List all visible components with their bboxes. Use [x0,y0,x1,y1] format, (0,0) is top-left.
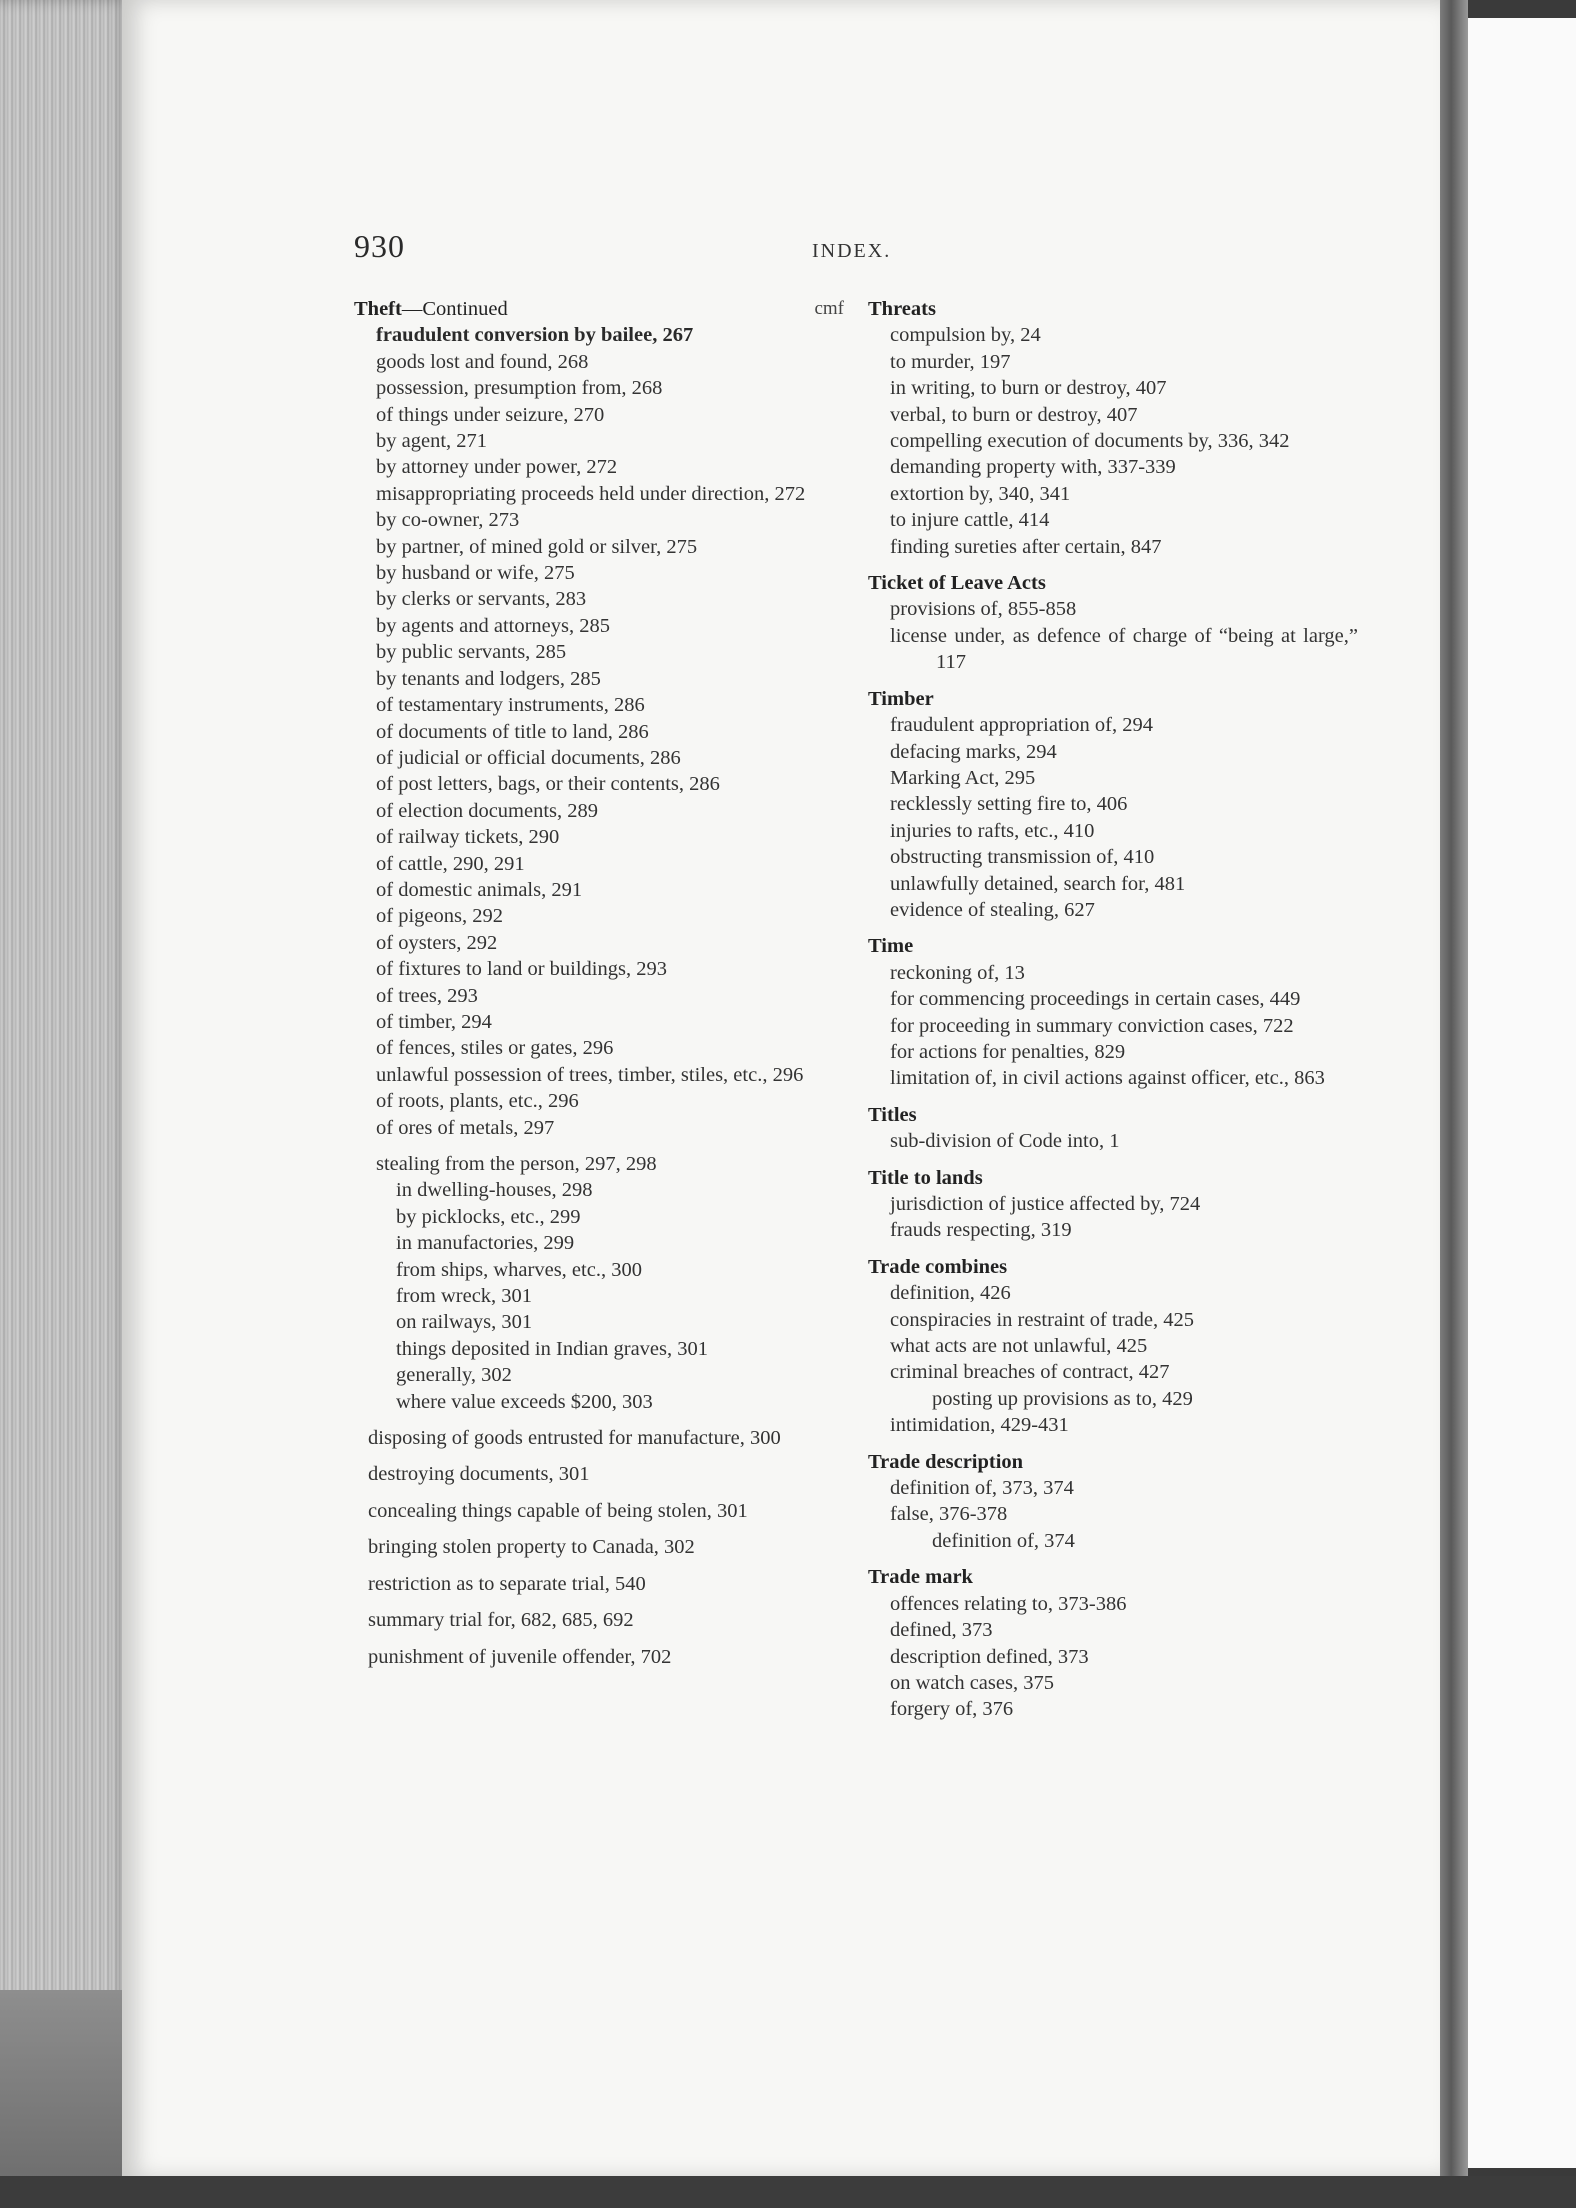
index-entry: by public servants, 285 [376,641,567,664]
index-entry: by agent, 271 [376,430,488,453]
index-entry: by picklocks, etc., 299 [396,1205,581,1228]
index-entry: generally, 302 [396,1364,512,1387]
index-entry: license under, as defence of charge of “being at large,” 117 [890,624,1358,674]
index-column-left [354,296,844,1670]
index-entry: where value exceeds $200, 303 [396,1390,653,1413]
index-entry: posting up provisions as to, 429 [932,1387,1193,1410]
index-entry: provisions of, 855-858 [890,598,1077,621]
index-entry: stealing from the person, 297, 298 [376,1153,657,1175]
index-heading: Title to lands [868,1166,983,1189]
index-entry: by partner, of mined gold or silver, 275 [376,535,698,558]
index-entry: of timber, 294 [376,1010,492,1033]
index-entry: offences relating to, 373-386 [890,1592,1127,1615]
index-entry: fraudulent appropriation of, 294 [890,714,1154,737]
index-heading: Time [868,935,914,958]
index-entry: extortion by, 340, 341 [890,482,1071,505]
index-entry: for proceeding in summary conviction cases, 722 [890,1014,1294,1037]
marginal-note: cmf [814,298,844,319]
index-entry: conspiracies in restraint of trade, 425 [890,1308,1194,1331]
index-entry: bringing stolen property to Canada, 302 [368,1536,695,1559]
index-entry: frauds respecting, 319 [890,1219,1072,1242]
index-entry: reckoning of, 13 [890,961,1025,984]
scanner-bed [0,2176,1576,2208]
index-entry: of domestic animals, 291 [376,878,583,901]
index-entry: compelling execution of documents by, 336, 342 [890,430,1290,453]
index-heading: Titles [868,1103,917,1126]
index-entry: by husband or wife, 275 [376,562,575,585]
index-entry: defined, 373 [890,1619,993,1642]
index-entry: punishment of juvenile offender, 702 [368,1645,672,1668]
index-entry: criminal breaches of contract, 427 [890,1361,1170,1384]
index-entry: of post letters, bags, or their contents, 286 [376,773,720,796]
index-entry: misappropriating proceeds held under direction, 272 [376,482,806,505]
index-entry: of railway tickets, 290 [376,826,560,849]
index-entry: defacing marks, 294 [890,740,1057,763]
index-entry: goods lost and found, 268 [376,350,589,373]
index-entry: fraudulent conversion by bailee, 267 [376,324,694,347]
index-entry: jurisdiction of justice affected by, 724 [890,1193,1201,1215]
index-entry: of judicial or official documents, 286 [376,746,681,769]
index-entry: of roots, plants, etc., 296 [376,1090,579,1113]
running-head: INDEX. [812,240,892,262]
index-entry: to murder, 197 [890,350,1011,373]
index-entry: obstructing transmission of, 410 [890,846,1155,869]
index-entry: limitation of, in civil actions against officer, etc., 863 [890,1067,1325,1090]
index-entry: false, 376-378 [890,1503,1008,1526]
index-entry: definition of, 374 [932,1529,1075,1552]
index-heading [354,296,844,322]
index-entry: injuries to rafts, etc., 410 [890,819,1095,842]
index-entry: summary trial for, 682, 685, 692 [368,1609,634,1632]
index-entry: of trees, 293 [376,984,478,1007]
index-entry: of things under seizure, 270 [376,403,605,426]
index-entry: by tenants and lodgers, 285 [376,667,601,690]
index-entry: unlawful possession of trees, timber, stiles, etc., 296 [376,1063,804,1086]
book-page-edges [0,0,130,2208]
facing-page-edge [1468,18,1576,2168]
index-column-right [868,296,1358,1723]
index-entry: of election documents, 289 [376,799,599,822]
index-entry: finding sureties after certain, 847 [890,535,1162,558]
index-entry: disposing of goods entrusted for manufacture, 300 [368,1427,781,1450]
index-heading: Trade mark [868,1566,973,1589]
index-entry: by agents and attorneys, 285 [376,614,610,637]
index-entry: in dwelling-houses, 298 [396,1179,593,1202]
index-entry: forgery of, 376 [890,1698,1014,1721]
index-entry: in writing, to burn or destroy, 407 [890,377,1167,400]
index-entry: for actions for penalties, 829 [890,1040,1126,1063]
index-entry: definition, 426 [890,1282,1011,1305]
index-entry: from ships, wharves, etc., 300 [396,1258,642,1281]
index-entry: what acts are not unlawful, 425 [890,1335,1148,1358]
index-entry: on watch cases, 375 [890,1671,1054,1694]
index-entry: demanding property with, 337-339 [890,456,1176,479]
continued-label: —Continued [401,298,508,320]
index-entry: definition of, 373, 374 [890,1477,1074,1500]
index-heading: Ticket of Leave Acts [868,572,1046,595]
index-entry: description defined, 373 [890,1645,1089,1668]
index-entry: of ores of metals, 297 [376,1116,555,1139]
heading-label: Theft [354,298,402,320]
index-entry: of cattle, 290, 291 [376,852,525,875]
index-entry: of oysters, 292 [376,931,498,954]
index-entry: evidence of stealing, 627 [890,898,1095,921]
index-entry: restriction as to separate trial, 540 [368,1572,646,1595]
index-entry: for commencing proceedings in certain cases, 449 [890,988,1301,1011]
index-entry: intimidation, 429-431 [890,1414,1069,1437]
index-heading: Threats [868,298,936,320]
index-entry: by co-owner, 273 [376,509,520,532]
index-entry: on railways, 301 [396,1311,533,1334]
index-entry: verbal, to burn or destroy, 407 [890,403,1138,426]
index-entry: of testamentary instruments, 286 [376,694,645,717]
index-entry: from wreck, 301 [396,1285,533,1308]
index-entry: of documents of title to land, 286 [376,720,649,743]
index-heading: Trade description [868,1450,1024,1473]
index-entry: by attorney under power, 272 [376,456,618,479]
index-entry: of pigeons, 292 [376,905,503,928]
index-heading: Trade combines [868,1255,1008,1278]
index-entry: in manufactories, 299 [396,1232,575,1255]
index-entry: to injure cattle, 414 [890,509,1050,532]
index-entry: concealing things capable of being stolen, 301 [368,1499,748,1522]
index-entry: by clerks or servants, 283 [376,588,587,611]
index-entry: Marking Act, 295 [890,766,1036,789]
index-entry: things deposited in Indian graves, 301 [396,1337,709,1360]
index-entry: sub-division of Code into, 1 [890,1130,1120,1153]
index-entry: recklessly setting fire to, 406 [890,793,1128,816]
index-entry: destroying documents, 301 [368,1463,590,1486]
index-heading: Timber [868,687,934,710]
index-entry: unlawfully detained, search for, 481 [890,872,1186,895]
book-gutter [1440,0,1468,2208]
index-entry: of fixtures to land or buildings, 293 [376,958,667,981]
index-entry: possession, presumption from, 268 [376,377,663,400]
page-number: 930 [354,228,405,264]
index-entry: of fences, stiles or gates, 296 [376,1037,614,1060]
index-entry: compulsion by, 24 [890,324,1041,347]
